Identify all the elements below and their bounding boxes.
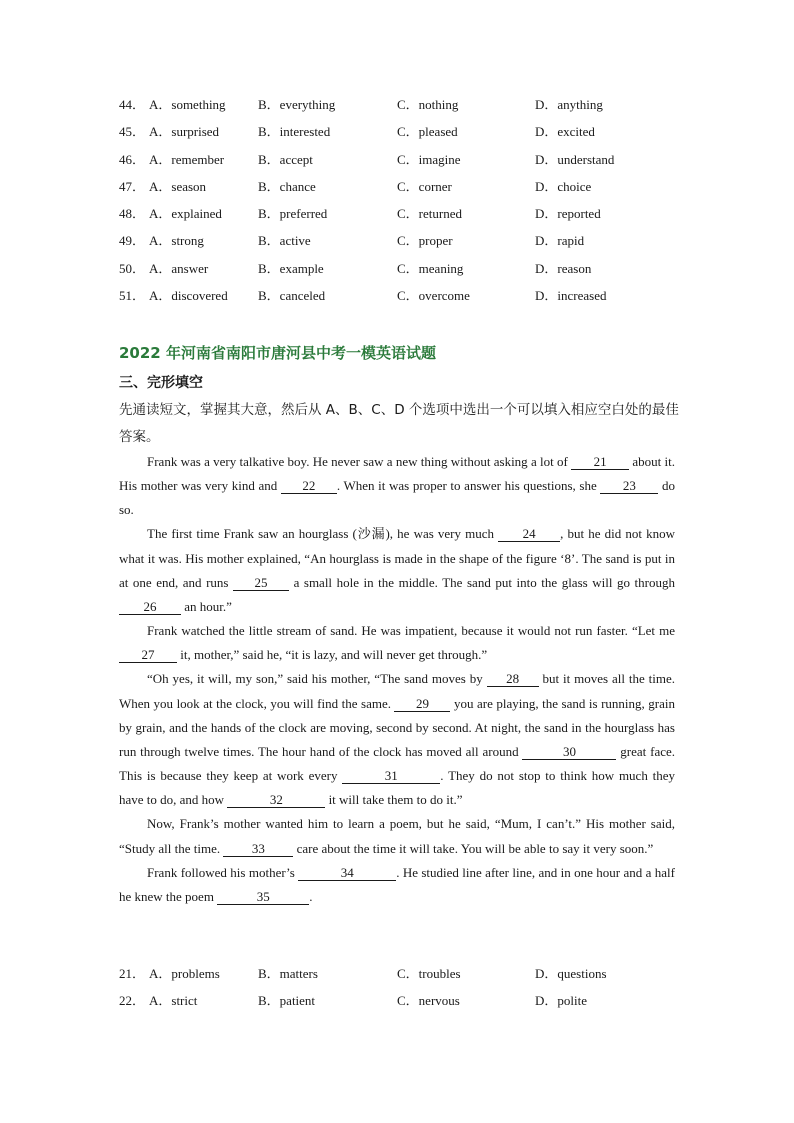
option-a: A．discovered xyxy=(149,288,228,303)
option-a: A．strict xyxy=(149,993,198,1008)
option-b: B．accept xyxy=(258,152,313,167)
question-number: 50． xyxy=(119,261,146,276)
option-d: D．rapid xyxy=(535,233,585,248)
option-a: A．season xyxy=(149,179,207,194)
option-d: D．questions xyxy=(535,966,607,981)
option-b: B．canceled xyxy=(258,288,326,303)
option-c: C．pleased xyxy=(397,124,458,139)
blank-23: 23 xyxy=(600,478,658,494)
blank-21: 21 xyxy=(571,454,629,470)
option-c: C．imagine xyxy=(397,152,461,167)
blank-25: 25 xyxy=(233,575,289,591)
option-d: D．increased xyxy=(535,288,607,303)
paragraph: Frank followed his mother’s 34 . He studied line after line, and in one hour and a half he knew the poem 35 . xyxy=(119,864,675,904)
paragraph: “Oh yes, it will, my son,” said his mother, “The sand moves by 28 but it moves all the time. When you look at the clock, you will find the same. 29 you are playing, the sand is running, grain by grain, and the hands of the clock are moving, second by second. At night, the sand in the hourglass has run through twelve times. The hour hand of the clock has moved all around 30 great face. This is because they keep at work every 31 . They do not stop to think how much they have to do, and how 32 it will take them to do it.” xyxy=(119,671,676,808)
blank-34: 34 xyxy=(298,865,396,881)
paragraph: Frank was a very talkative boy. He never saw a new thing without asking a lot of 21 about it. His mother was very kind and 22 . When it was proper to answer his questions, she 23 do so. xyxy=(119,454,676,518)
option-c: C．nothing xyxy=(397,97,459,112)
option-b: B．active xyxy=(258,233,311,248)
exam-title: 2022 年河南省南阳市唐河县中考一模英语试题 xyxy=(119,344,436,362)
option-d: D．anything xyxy=(535,97,603,112)
option-a: A．remember xyxy=(149,152,225,167)
blank-26: 26 xyxy=(119,599,181,615)
option-c: C．overcome xyxy=(397,288,470,303)
question-number: 47． xyxy=(119,179,146,194)
option-b: B．preferred xyxy=(258,206,328,221)
blank-24: 24 xyxy=(498,526,560,542)
option-a: A．explained xyxy=(149,206,222,221)
option-b: B．patient xyxy=(258,993,316,1008)
option-b: B．interested xyxy=(258,124,331,139)
question-number: 44． xyxy=(119,97,146,112)
paragraph: Frank watched the little stream of sand. He was impatient, because it would not run faster. “Let me 27 it, mother,” said he, “it is lazy, and will never get through.” xyxy=(119,619,675,667)
option-a: A．answer xyxy=(149,261,209,276)
blank-22: 22 xyxy=(281,478,337,494)
option-a: A．something xyxy=(149,97,226,112)
option-b: B．matters xyxy=(258,966,318,981)
blank-29: 29 xyxy=(394,696,450,712)
option-d: D．excited xyxy=(535,124,595,139)
option-c: C．returned xyxy=(397,206,462,221)
question-number: 49． xyxy=(119,233,146,248)
option-c: C．corner xyxy=(397,179,452,194)
paragraph: The first time Frank saw an hourglass (沙漏), he was very much 24 , but he did not know what it was. His mother explained, “An hourglass is made in the shape of the figure ‘8’. The sand is put in at one end, and runs 25 a small hole in the middle. The sand put into the glass will go through 26 an hour.” xyxy=(119,526,675,614)
option-a: A．surprised xyxy=(149,124,220,139)
option-b: B．example xyxy=(258,261,324,276)
option-c: C．meaning xyxy=(397,261,464,276)
option-c: C．proper xyxy=(397,233,453,248)
blank-32: 32 xyxy=(227,792,325,808)
blank-31: 31 xyxy=(342,768,440,784)
question-number: 22． xyxy=(119,993,146,1008)
question-number: 45． xyxy=(119,124,146,139)
option-c: C．troubles xyxy=(397,966,461,981)
question-number: 46． xyxy=(119,152,146,167)
blank-30: 30 xyxy=(522,744,616,760)
blank-33: 33 xyxy=(223,841,293,857)
option-a: A．strong xyxy=(149,233,204,248)
option-d: D．reason xyxy=(535,261,592,276)
option-b: B．everything xyxy=(258,97,336,112)
question-number: 21． xyxy=(119,966,146,981)
option-a: A．problems xyxy=(149,966,220,981)
paragraph: Now, Frank’s mother wanted him to learn a poem, but he said, “Mum, I can’t.” His mother said, “Study all the time. 33 care about the time it will take. You will be able to say it very soon.” xyxy=(119,816,675,856)
blank-35: 35 xyxy=(217,889,309,905)
blank-28: 28 xyxy=(487,671,539,687)
blank-27: 27 xyxy=(119,647,177,663)
instructions: 先通读短文，掌握其大意，然后从 A、B、C、D 个选项中选出一个可以填入相应空白处的最佳答案。 xyxy=(119,402,679,445)
option-c: C．nervous xyxy=(397,993,460,1008)
option-d: D．polite xyxy=(535,993,587,1008)
question-number: 51． xyxy=(119,288,146,303)
option-b: B．chance xyxy=(258,179,316,194)
option-d: D．reported xyxy=(535,206,601,221)
option-d: D．understand xyxy=(535,152,615,167)
question-number: 48． xyxy=(119,206,146,221)
section-heading: 三、完形填空 xyxy=(119,375,203,391)
cloze-passage xyxy=(119,450,675,909)
option-d: D．choice xyxy=(535,179,592,194)
